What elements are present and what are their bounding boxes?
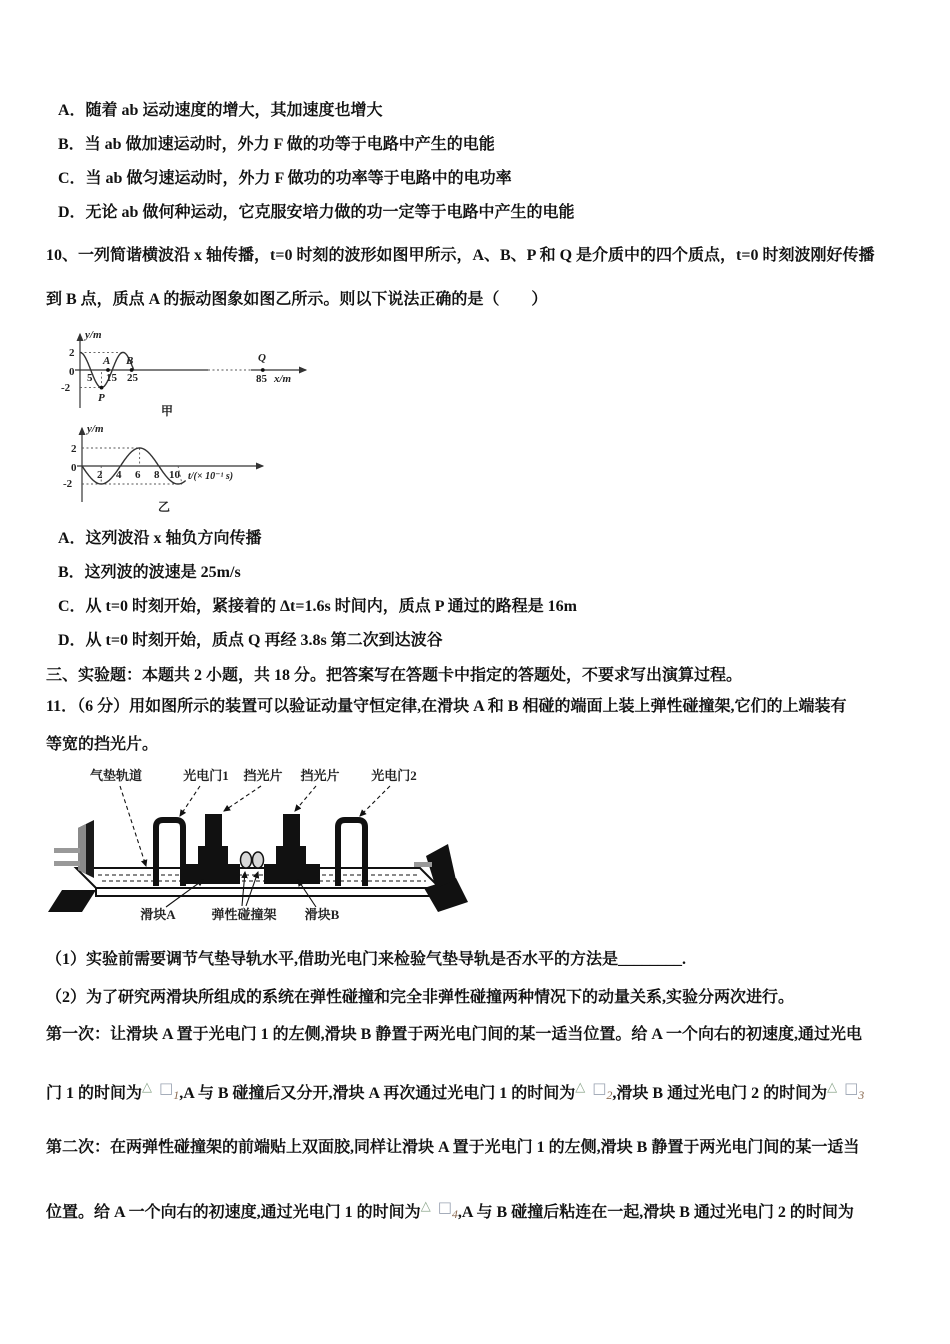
q9-option-d: D．无论 ab 做何种运动，它克服安培力做的功一定等于电路中产生的电能 [58, 204, 575, 221]
triangle-glyph: △ [827, 1080, 838, 1095]
question-9-options [46, 100, 910, 224]
triangle-glyph: △ [142, 1080, 153, 1095]
yi-xtick-4: 4 [116, 469, 122, 481]
text-segment: ,A 与 B 碰撞后又分开,滑块 A 再次通过光电门 1 的时间为 [179, 1085, 576, 1102]
box-glyph: □ [437, 1198, 452, 1216]
q11-trial2-line1: 第二次：在两弹性碰撞架的前端贴上双面胶,同样让滑块 A 置于光电门 1 的左侧,滑块 B 静置于两光电门间的某一适当 [46, 1139, 860, 1156]
question-10-options [46, 528, 910, 652]
figure-yi-vibration-graph [58, 418, 910, 514]
slider-B-block [264, 864, 320, 884]
slider-A-block [186, 864, 240, 884]
jia-caption: 甲 [161, 404, 174, 418]
label-slider-b: 滑块B [304, 907, 340, 922]
label-flag-a: 挡光片 [243, 768, 283, 783]
jia-xlabel: x/m [274, 373, 292, 385]
jia-ytick-0: 0 [69, 366, 75, 378]
yi-ylabel: y/m [87, 423, 104, 435]
subscript-3: 3 [858, 1088, 865, 1102]
yi-caption: 乙 [158, 500, 171, 514]
subscript-1: 1 [173, 1088, 180, 1102]
label-elastic-bumper: 弹性碰撞架 [211, 907, 277, 922]
jia-label-B: B [126, 355, 134, 367]
point-P [100, 386, 104, 390]
question-11-stem-line1: 11．（6 分）用如图所示的装置可以验证动量守恒定律,在滑块 A 和 B 相碰的端面上装上弹性碰撞架,它们的上端装有 [46, 698, 847, 715]
label-flag-b: 挡光片 [300, 768, 340, 783]
jia-ytick-2: 2 [69, 347, 75, 359]
jia-xtick-85: 85 [256, 373, 267, 385]
arrow-photogate-1 [180, 786, 200, 816]
q10-option-d: D．从 t=0 时刻开始，质点 Q 再经 3.8s 第二次到达波谷 [58, 632, 443, 649]
q11-trial2-line2 [46, 1192, 910, 1229]
elastic-bumper-right [253, 852, 264, 868]
figure-jia-waveform-graph [58, 324, 910, 418]
jia-label-A: A [103, 355, 111, 367]
air-track-front-face [96, 888, 440, 896]
q9-option-c: C．当 ab 做匀速运动时，外力 F 做功的功率等于电路中的电功率 [58, 170, 512, 187]
arrow-flag-b [295, 786, 316, 811]
box-glyph: □ [159, 1079, 174, 1097]
yi-ytick-0: 0 [71, 462, 77, 474]
label-photogate-1: 光电门1 [183, 768, 229, 783]
yi-ytick-2: 2 [71, 443, 77, 455]
question-10-stem-line1: 10、一列简谐横波沿 x 轴传播，t=0 时刻的波形如图甲所示，A、B、P 和 Q 是介质中的四个质点，t=0 时刻波刚好传播 [46, 247, 875, 264]
box-glyph: □ [592, 1079, 607, 1097]
arrow-flag-a [224, 786, 261, 811]
slider-B-flag [283, 814, 300, 847]
text-segment: 门 1 的时间为 [46, 1085, 143, 1102]
right-adjust-rod [414, 862, 432, 867]
triangle-glyph: △ [575, 1080, 586, 1095]
q11-subquestion-1: （1）实验前需要调节气垫导轨水平,借助光电门来检验气垫导轨是否水平的方法是________. [46, 951, 687, 968]
text-segment: ,滑块 B 通过光电门 2 的时间为 [612, 1085, 828, 1102]
q10-option-a: A．这列波沿 x 轴负方向传播 [58, 530, 262, 547]
left-adjust-rod-2 [54, 861, 80, 866]
slider-A-flag-base [198, 846, 228, 864]
text-segment: 位置。给 A 一个向右的初速度,通过光电门 1 的时间为 [46, 1204, 421, 1221]
yi-xtick-6: 6 [135, 469, 141, 481]
jia-ytick-neg2: -2 [61, 382, 71, 394]
missing-glyph-delta-t2 [575, 1079, 613, 1102]
yi-xtick-8: 8 [154, 469, 160, 481]
yi-ytick-neg2: -2 [63, 478, 73, 490]
q11-subquestion-2: （2）为了研究两滑块所组成的系统在弹性碰撞和完全非弹性碰撞两种情况下的动量关系,实验分两次进行。 [46, 989, 795, 1006]
jia-xtick-15: 15 [106, 372, 117, 384]
yi-xtick-2: 2 [97, 469, 103, 481]
q11-trial1-line2 [46, 1073, 910, 1110]
q11-trial1-line1: 第一次：让滑块 A 置于光电门 1 的左侧,滑块 B 静置于两光电门间的某一适当位置。给 A 一个向右的初速度,通过光电 [46, 1026, 863, 1043]
box-glyph: □ [844, 1079, 859, 1097]
jia-label-Q: Q [258, 352, 266, 364]
text-segment: ,A 与 B 碰撞后粘连在一起,滑块 B 通过光电门 2 的时间为 [457, 1204, 854, 1221]
yi-xtick-10: 10 [169, 469, 180, 481]
section-3-heading: 三、实验题：本题共 2 小题，共 18 分。把答案写在答题卡中指定的答题处，不要求写出演算过程。 [46, 667, 743, 684]
jia-xtick-25: 25 [127, 372, 138, 384]
track-left-foot [48, 890, 96, 912]
subscript-4: 4 [451, 1207, 458, 1221]
yi-xlabel: t/(× 10⁻¹ s) [188, 471, 234, 482]
jia-label-P: P [98, 392, 105, 404]
missing-glyph-delta-t3 [827, 1079, 865, 1102]
missing-glyph-delta-t4 [420, 1198, 458, 1221]
elastic-bumper-left [241, 852, 252, 868]
air-track-top-face [76, 868, 440, 888]
slider-A-flag [205, 814, 222, 847]
question-11-stem-line2: 等宽的挡光片。 [46, 736, 159, 753]
left-adjust-rod-1 [54, 848, 80, 853]
arrow-air-track [120, 786, 146, 866]
slider-B-flag-base [276, 846, 306, 864]
subscript-2: 2 [606, 1088, 613, 1102]
question-10-stem-line2: 到 B 点，质点 A 的振动图象如图乙所示。则以下说法正确的是（ ） [46, 291, 548, 308]
label-slider-a: 滑块A [140, 907, 176, 922]
arrow-photogate-2 [360, 786, 390, 816]
label-air-track: 气垫轨道 [89, 768, 143, 783]
label-photogate-2: 光电门2 [371, 768, 417, 783]
missing-glyph-delta-t1 [142, 1079, 180, 1102]
q10-option-c: C．从 t=0 时刻开始，紧接着的 Δt=1.6s 时间内，质点 P 通过的路程是 16m [58, 598, 577, 615]
jia-ylabel: y/m [85, 329, 102, 341]
q10-option-b: B．这列波的波速是 25m/s [58, 564, 241, 581]
triangle-glyph: △ [420, 1199, 431, 1214]
q9-option-b: B．当 ab 做加速运动时，外力 F 做的功等于电路中产生的电能 [58, 136, 495, 153]
jia-xtick-5: 5 [87, 372, 93, 384]
figure-air-track-apparatus [48, 764, 910, 926]
point-Q [261, 368, 265, 372]
q9-option-a: A．随着 ab 运动速度的增大，其加速度也增大 [58, 102, 383, 119]
